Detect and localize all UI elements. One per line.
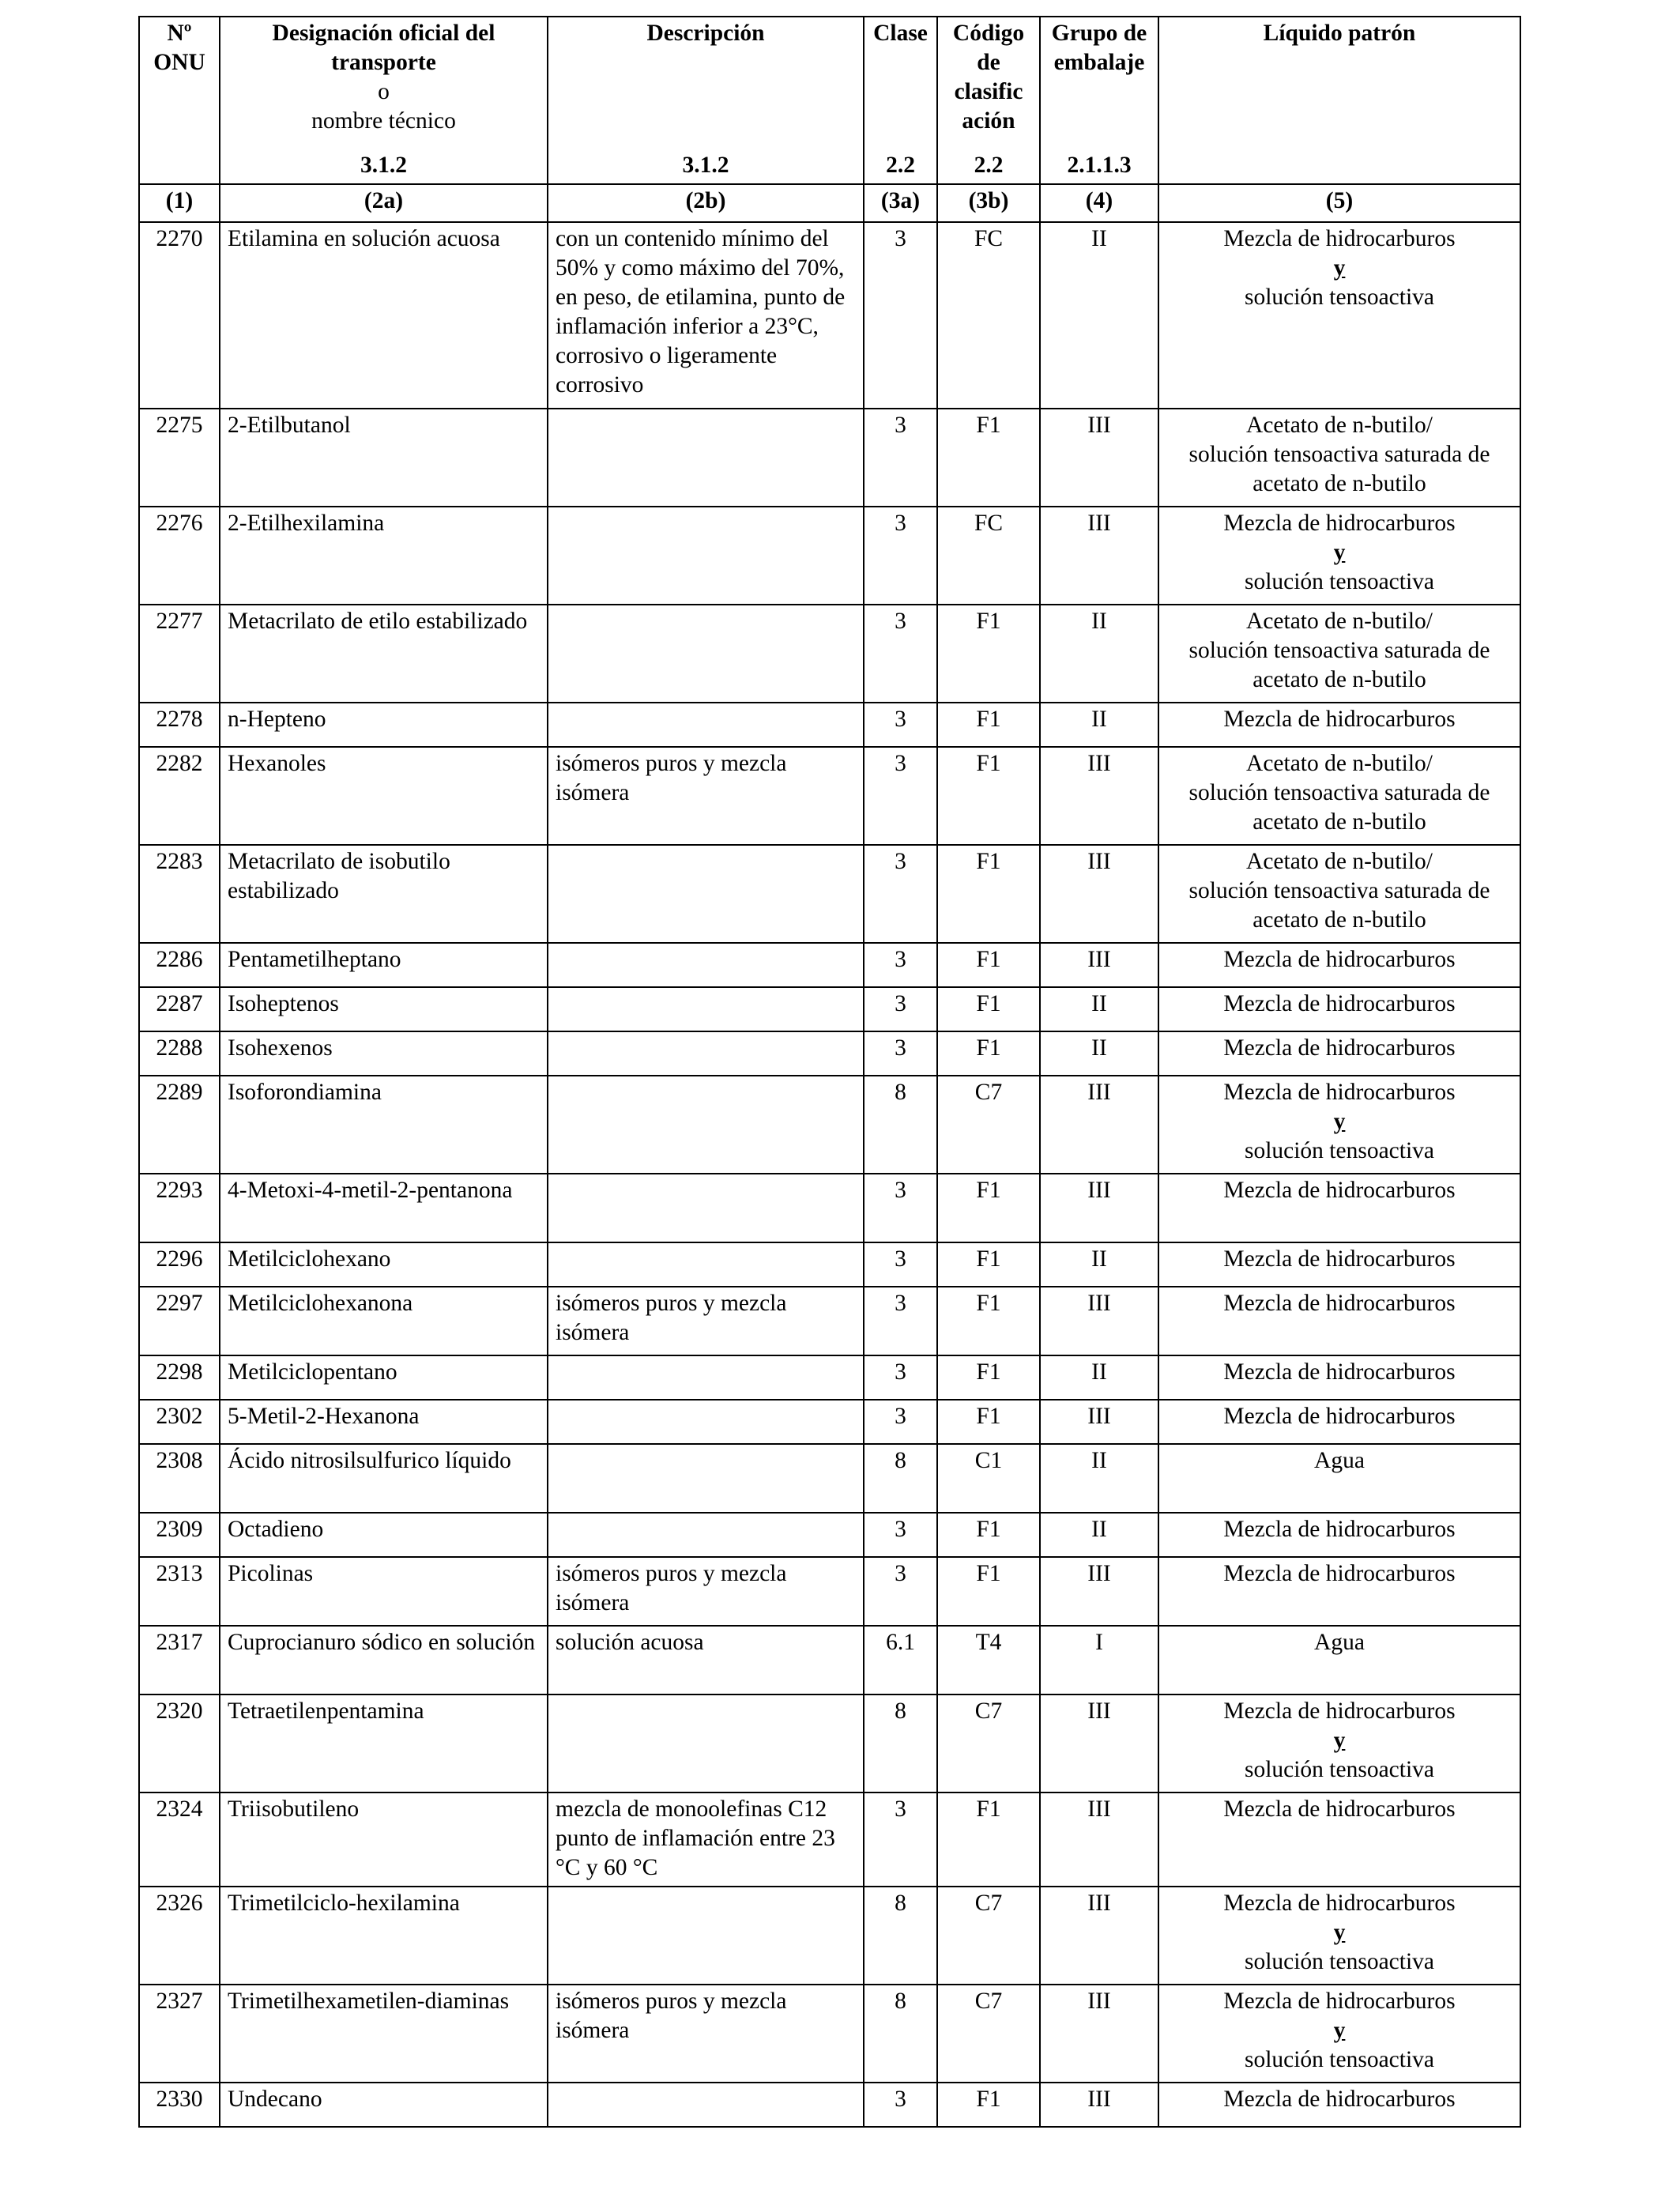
packing-group-cell: III: [1040, 1793, 1158, 1887]
standard-liquid-cell: [1158, 507, 1520, 605]
official-name-cell: Trimetilhexametilen-diaminas: [220, 1985, 548, 2083]
classification-code-cell: F1: [937, 1557, 1040, 1626]
description-cell: con un contenido mínimo del 50% y como máximo del 70%, en peso, de etilamina, punto de inflamación inferior a 23°C, corrosivo o ligeramente corrosivo: [548, 222, 864, 409]
standard-liquid-cell: [1158, 1793, 1520, 1887]
standard-liquid-line: acetato de n-butilo: [1252, 667, 1426, 692]
header-packing-group-ref: 2.1.1.3: [1067, 153, 1132, 178]
description-cell: [548, 507, 864, 605]
classification-code-cell: F1: [937, 1400, 1040, 1444]
standard-liquid-line: solución tensoactiva saturada de: [1188, 442, 1490, 467]
table-row: [139, 2083, 1520, 2127]
packing-group-cell: I: [1040, 1626, 1158, 1695]
table-row: [139, 1076, 1520, 1174]
class-cell: 3: [864, 845, 937, 943]
standard-liquid-cell: [1158, 1557, 1520, 1626]
class-cell: 3: [864, 1031, 937, 1076]
class-cell: 3: [864, 507, 937, 605]
standard-liquid-line: Mezcla de hidrocarburos: [1223, 1698, 1456, 1724]
column-number: (3b): [937, 184, 1040, 222]
packing-group-cell: III: [1040, 1985, 1158, 2083]
un-number-cell: 2278: [139, 703, 220, 747]
un-number-cell: 2313: [139, 1557, 220, 1626]
classification-code-cell: F1: [937, 1242, 1040, 1287]
official-name-cell: n-Hepteno: [220, 703, 548, 747]
standard-liquid-line: solución tensoactiva: [1244, 285, 1435, 310]
table-row: [139, 1513, 1520, 1557]
standard-liquid-cell: [1158, 1031, 1520, 1076]
table-row: [139, 703, 1520, 747]
packing-group-cell: II: [1040, 1031, 1158, 1076]
standard-liquid-cell: [1158, 943, 1520, 987]
standard-liquid-cell: [1158, 1400, 1520, 1444]
header-technical-name: nombre técnico: [311, 108, 456, 134]
standard-liquid-line: Agua: [1314, 1448, 1365, 1473]
class-cell: 3: [864, 1242, 937, 1287]
description-cell: [548, 1695, 864, 1793]
official-name-cell: Cuprocianuro sódico en solución: [220, 1626, 548, 1695]
standard-liquid-line: solución tensoactiva saturada de: [1188, 878, 1490, 903]
header-official-designation-label: Designación oficial del transporte: [272, 21, 495, 75]
header-official-designation: [220, 17, 548, 184]
class-cell: 3: [864, 605, 937, 703]
standard-liquid-line: Mezcla de hidrocarburos: [1223, 1989, 1456, 2014]
classification-code-cell: F1: [937, 1031, 1040, 1076]
packing-group-cell: II: [1040, 222, 1158, 409]
classification-code-cell: C7: [937, 1695, 1040, 1793]
table-row: [139, 845, 1520, 943]
conjunction-y: y: [1333, 255, 1346, 281]
classification-code-cell: T4: [937, 1626, 1040, 1695]
un-number-cell: 2275: [139, 409, 220, 507]
header-class-ref: 2.2: [886, 153, 915, 178]
class-cell: 3: [864, 1793, 937, 1887]
official-name-cell: Tetraetilenpentamina: [220, 1695, 548, 1793]
class-cell: 8: [864, 1985, 937, 2083]
official-name-cell: Picolinas: [220, 1557, 548, 1626]
packing-group-cell: III: [1040, 943, 1158, 987]
class-cell: 3: [864, 1557, 937, 1626]
packing-group-cell: III: [1040, 1400, 1158, 1444]
class-cell: 3: [864, 1400, 937, 1444]
official-name-cell: Isohexenos: [220, 1031, 548, 1076]
classification-code-cell: C7: [937, 1887, 1040, 1985]
standard-liquid-line: Mezcla de hidrocarburos: [1223, 1246, 1456, 1272]
standard-liquid-cell: [1158, 1695, 1520, 1793]
official-name-cell: Isoheptenos: [220, 987, 548, 1031]
packing-group-cell: II: [1040, 987, 1158, 1031]
standard-liquid-line: Mezcla de hidrocarburos: [1223, 1891, 1456, 1916]
packing-group-cell: III: [1040, 1076, 1158, 1174]
standard-liquid-line: solución tensoactiva: [1244, 569, 1435, 594]
un-number-cell: 2297: [139, 1287, 220, 1355]
classification-code-cell: F1: [937, 605, 1040, 703]
class-cell: 3: [864, 1513, 937, 1557]
header-un-number: [139, 17, 220, 184]
standard-liquid-cell: [1158, 1513, 1520, 1557]
conjunction-y: y: [1333, 1109, 1346, 1134]
class-cell: 6.1: [864, 1626, 937, 1695]
header-description: [548, 17, 864, 184]
un-number-cell: 2309: [139, 1513, 220, 1557]
official-name-cell: Octadieno: [220, 1513, 548, 1557]
un-number-cell: 2302: [139, 1400, 220, 1444]
un-number-cell: 2282: [139, 747, 220, 845]
standard-liquid-line: solución tensoactiva saturada de: [1188, 638, 1490, 663]
table-row: [139, 1557, 1520, 1626]
header-row: [139, 17, 1520, 184]
classification-code-cell: F1: [937, 409, 1040, 507]
header-packing-group: [1040, 17, 1158, 184]
standard-liquid-line: Mezcla de hidrocarburos: [1223, 991, 1456, 1016]
column-number: (3a): [864, 184, 937, 222]
classification-code-cell: F1: [937, 845, 1040, 943]
un-number-cell: 2320: [139, 1695, 220, 1793]
classification-code-cell: C7: [937, 1076, 1040, 1174]
standard-liquid-cell: [1158, 1985, 1520, 2083]
standard-liquid-cell: [1158, 1174, 1520, 1242]
standard-liquid-cell: [1158, 987, 1520, 1031]
header-classification-code-ref: 2.2: [974, 153, 1004, 178]
classification-code-cell: F1: [937, 1287, 1040, 1355]
official-name-cell: 4-Metoxi-4-metil-2-pentanona: [220, 1174, 548, 1242]
official-name-cell: Pentametilheptano: [220, 943, 548, 987]
standard-liquid-line: acetato de n-butilo: [1252, 809, 1426, 835]
official-name-cell: Metacrilato de etilo estabilizado: [220, 605, 548, 703]
class-cell: 8: [864, 1695, 937, 1793]
column-number: (2a): [220, 184, 548, 222]
un-number-cell: 2296: [139, 1242, 220, 1287]
packing-group-cell: III: [1040, 845, 1158, 943]
un-number-cell: 2270: [139, 222, 220, 409]
packing-group-cell: II: [1040, 1355, 1158, 1400]
standard-liquid-line: acetato de n-butilo: [1252, 907, 1426, 933]
class-cell: 3: [864, 987, 937, 1031]
class-cell: 3: [864, 222, 937, 409]
description-cell: isómeros puros y mezcla isómera: [548, 1557, 864, 1626]
class-cell: 3: [864, 1355, 937, 1400]
conjunction-y: y: [1333, 540, 1346, 565]
standard-liquid-cell: [1158, 1444, 1520, 1513]
standard-liquid-line: Acetato de n-butilo/: [1246, 849, 1433, 874]
table-row: [139, 1695, 1520, 1793]
classification-code-cell: F1: [937, 2083, 1040, 2127]
standard-liquid-line: Mezcla de hidrocarburos: [1223, 1178, 1456, 1203]
header-description-ref: 3.1.2: [682, 153, 729, 178]
table-body: [139, 222, 1520, 2127]
column-number-row: [139, 184, 1520, 222]
description-cell: [548, 2083, 864, 2127]
un-number-cell: 2326: [139, 1887, 220, 1985]
packing-group-cell: III: [1040, 2083, 1158, 2127]
description-cell: [548, 1400, 864, 1444]
class-cell: 3: [864, 703, 937, 747]
un-number-cell: 2324: [139, 1793, 220, 1887]
packing-group-cell: II: [1040, 605, 1158, 703]
table-row: [139, 1355, 1520, 1400]
description-cell: [548, 845, 864, 943]
column-number: (2b): [548, 184, 864, 222]
description-cell: solución acuosa: [548, 1626, 864, 1695]
standard-liquid-line: Mezcla de hidrocarburos: [1223, 1080, 1456, 1105]
description-cell: [548, 703, 864, 747]
standard-liquid-cell: [1158, 1355, 1520, 1400]
header-classification-code-label: Código de clasific ación: [952, 21, 1025, 134]
packing-group-cell: III: [1040, 747, 1158, 845]
standard-liquid-line: Mezcla de hidrocarburos: [1223, 947, 1456, 972]
header-description-label: Descripción: [646, 21, 765, 46]
packing-group-cell: II: [1040, 703, 1158, 747]
column-number: (4): [1040, 184, 1158, 222]
official-name-cell: 2-Etilhexilamina: [220, 507, 548, 605]
standard-liquid-line: Mezcla de hidrocarburos: [1223, 1404, 1456, 1429]
packing-group-cell: III: [1040, 1287, 1158, 1355]
table-row: [139, 1242, 1520, 1287]
class-cell: 3: [864, 409, 937, 507]
standard-liquid-cell: [1158, 703, 1520, 747]
class-cell: 3: [864, 747, 937, 845]
classification-code-cell: C7: [937, 1985, 1040, 2083]
packing-group-cell: II: [1040, 1444, 1158, 1513]
standard-liquid-line: Acetato de n-butilo/: [1246, 751, 1433, 776]
table-row: [139, 1887, 1520, 1985]
table-row: [139, 1985, 1520, 2083]
standard-liquid-cell: [1158, 605, 1520, 703]
official-name-cell: Metilciclopentano: [220, 1355, 548, 1400]
table-row: [139, 1793, 1520, 1887]
un-number-cell: 2276: [139, 507, 220, 605]
un-number-cell: 2308: [139, 1444, 220, 1513]
class-cell: 3: [864, 1287, 937, 1355]
standard-liquid-line: solución tensoactiva: [1244, 1949, 1435, 1974]
description-cell: [548, 409, 864, 507]
packing-group-cell: III: [1040, 1887, 1158, 1985]
un-number-cell: 2288: [139, 1031, 220, 1076]
table-row: [139, 943, 1520, 987]
classification-code-cell: F1: [937, 943, 1040, 987]
classification-code-cell: F1: [937, 703, 1040, 747]
classification-code-cell: F1: [937, 1513, 1040, 1557]
official-name-cell: Metilciclohexanona: [220, 1287, 548, 1355]
header-or-text: o: [378, 79, 390, 104]
standard-liquid-cell: [1158, 747, 1520, 845]
standard-liquid-cell: [1158, 2083, 1520, 2127]
header-un-number-label: Nº ONU: [153, 21, 205, 75]
description-cell: [548, 1174, 864, 1242]
dangerous-goods-table: [138, 16, 1521, 2128]
table-row: [139, 1174, 1520, 1242]
header-packing-group-label: Grupo de embalaje: [1051, 21, 1147, 75]
un-number-cell: 2277: [139, 605, 220, 703]
packing-group-cell: III: [1040, 507, 1158, 605]
official-name-cell: 5-Metil-2-Hexanona: [220, 1400, 548, 1444]
description-cell: [548, 943, 864, 987]
standard-liquid-cell: [1158, 1287, 1520, 1355]
packing-group-cell: II: [1040, 1513, 1158, 1557]
description-cell: isómeros puros y mezcla isómera: [548, 1985, 864, 2083]
description-cell: [548, 1513, 864, 1557]
standard-liquid-line: Mezcla de hidrocarburos: [1223, 1359, 1456, 1385]
un-number-cell: 2317: [139, 1626, 220, 1695]
header-standard-liquid: [1158, 17, 1520, 184]
standard-liquid-line: Mezcla de hidrocarburos: [1223, 2087, 1456, 2112]
class-cell: 8: [864, 1444, 937, 1513]
header-class-label: Clase: [873, 21, 928, 46]
table-row: [139, 1031, 1520, 1076]
classification-code-cell: F1: [937, 987, 1040, 1031]
standard-liquid-line: Mezcla de hidrocarburos: [1223, 1561, 1456, 1586]
table-row: [139, 605, 1520, 703]
table-row: [139, 1287, 1520, 1355]
header-class: [864, 17, 937, 184]
standard-liquid-line: solución tensoactiva: [1244, 1138, 1435, 1163]
official-name-cell: 2-Etilbutanol: [220, 409, 548, 507]
packing-group-cell: III: [1040, 1174, 1158, 1242]
description-cell: [548, 1444, 864, 1513]
standard-liquid-line: Mezcla de hidrocarburos: [1223, 226, 1456, 251]
classification-code-cell: FC: [937, 507, 1040, 605]
standard-liquid-line: Mezcla de hidrocarburos: [1223, 511, 1456, 536]
standard-liquid-line: solución tensoactiva: [1244, 1757, 1435, 1782]
table-row: [139, 747, 1520, 845]
classification-code-cell: F1: [937, 1793, 1040, 1887]
standard-liquid-line: solución tensoactiva: [1244, 2047, 1435, 2072]
class-cell: 3: [864, 1174, 937, 1242]
standard-liquid-line: Mezcla de hidrocarburos: [1223, 1035, 1456, 1061]
official-name-cell: Undecano: [220, 2083, 548, 2127]
official-name-cell: Hexanoles: [220, 747, 548, 845]
official-name-cell: Metilciclohexano: [220, 1242, 548, 1287]
standard-liquid-cell: [1158, 1242, 1520, 1287]
class-cell: 8: [864, 1887, 937, 1985]
table-row: [139, 222, 1520, 409]
packing-group-cell: III: [1040, 1557, 1158, 1626]
standard-liquid-line: Agua: [1314, 1630, 1365, 1655]
official-name-cell: Isoforondiamina: [220, 1076, 548, 1174]
un-number-cell: 2287: [139, 987, 220, 1031]
official-name-cell: Trimetilciclo-hexilamina: [220, 1887, 548, 1985]
official-name-cell: Triisobutileno: [220, 1793, 548, 1887]
description-cell: [548, 1031, 864, 1076]
description-cell: [548, 1242, 864, 1287]
standard-liquid-line: Mezcla de hidrocarburos: [1223, 1291, 1456, 1316]
standard-liquid-line: Acetato de n-butilo/: [1246, 413, 1433, 438]
class-cell: 3: [864, 2083, 937, 2127]
official-name-cell: Etilamina en solución acuosa: [220, 222, 548, 409]
column-number: (1): [139, 184, 220, 222]
description-cell: [548, 1887, 864, 1985]
packing-group-cell: III: [1040, 409, 1158, 507]
header-official-designation-ref: 3.1.2: [360, 153, 407, 178]
standard-liquid-line: Mezcla de hidrocarburos: [1223, 1796, 1456, 1822]
standard-liquid-line: solución tensoactiva saturada de: [1188, 780, 1490, 805]
description-cell: [548, 987, 864, 1031]
packing-group-cell: III: [1040, 1695, 1158, 1793]
classification-code-cell: C1: [937, 1444, 1040, 1513]
official-name-cell: Metacrilato de isobutilo estabilizado: [220, 845, 548, 943]
conjunction-y: y: [1333, 1920, 1346, 1945]
description-cell: [548, 1076, 864, 1174]
classification-code-cell: F1: [937, 1355, 1040, 1400]
un-number-cell: 2289: [139, 1076, 220, 1174]
un-number-cell: 2330: [139, 2083, 220, 2127]
description-cell: isómeros puros y mezcla isómera: [548, 1287, 864, 1355]
table-row: [139, 987, 1520, 1031]
standard-liquid-cell: [1158, 845, 1520, 943]
standard-liquid-cell: [1158, 409, 1520, 507]
official-name-cell: Ácido nitrosilsulfurico líquido: [220, 1444, 548, 1513]
table-row: [139, 409, 1520, 507]
table-row: [139, 1400, 1520, 1444]
class-cell: 8: [864, 1076, 937, 1174]
header-classification-code: [937, 17, 1040, 184]
standard-liquid-cell: [1158, 1887, 1520, 1985]
header-standard-liquid-label: Líquido patrón: [1263, 21, 1416, 46]
description-cell: [548, 1355, 864, 1400]
standard-liquid-line: Mezcla de hidrocarburos: [1223, 707, 1456, 732]
classification-code-cell: FC: [937, 222, 1040, 409]
table-row: [139, 507, 1520, 605]
standard-liquid-line: Acetato de n-butilo/: [1246, 609, 1433, 634]
un-number-cell: 2298: [139, 1355, 220, 1400]
table-row: [139, 1444, 1520, 1513]
un-number-cell: 2327: [139, 1985, 220, 2083]
packing-group-cell: II: [1040, 1242, 1158, 1287]
class-cell: 3: [864, 943, 937, 987]
standard-liquid-line: Mezcla de hidrocarburos: [1223, 1517, 1456, 1542]
classification-code-cell: F1: [937, 747, 1040, 845]
conjunction-y: y: [1333, 1728, 1346, 1753]
conjunction-y: y: [1333, 2018, 1346, 2043]
un-number-cell: 2286: [139, 943, 220, 987]
un-number-cell: 2283: [139, 845, 220, 943]
table-row: [139, 1626, 1520, 1695]
standard-liquid-line: acetato de n-butilo: [1252, 471, 1426, 496]
description-cell: [548, 605, 864, 703]
description-cell: mezcla de monoolefinas C12 punto de inflamación entre 23 °C y 60 °C: [548, 1793, 864, 1887]
standard-liquid-cell: [1158, 1076, 1520, 1174]
classification-code-cell: F1: [937, 1174, 1040, 1242]
column-number: (5): [1158, 184, 1520, 222]
standard-liquid-cell: [1158, 1626, 1520, 1695]
standard-liquid-cell: [1158, 222, 1520, 409]
un-number-cell: 2293: [139, 1174, 220, 1242]
description-cell: isómeros puros y mezcla isómera: [548, 747, 864, 845]
